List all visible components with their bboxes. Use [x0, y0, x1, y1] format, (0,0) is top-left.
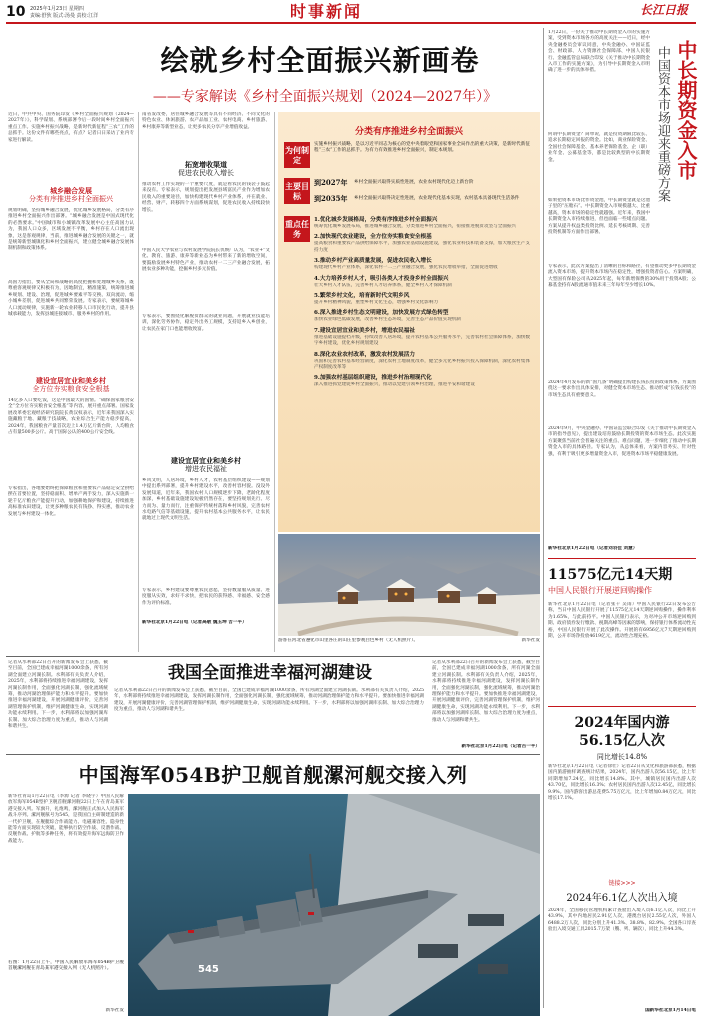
warship-photo	[128, 794, 540, 1016]
right-text-2: 何谓中长期资金？简单说，就是投资期限比较长、追求长期稳定回报的资金。比如，商业保险资金、全国社会保障基金、基本养老保险基金、企（职）业年金、公募基金等，都是比较典型的中长期资金。	[548, 132, 650, 163]
right-rule-2	[548, 706, 696, 707]
task-item-text: 巩固和完善农村基本经营制度，深化农村土地制度改革，健全多元化乡村振兴投入保障机制，深化农村集体产权制度改革等	[314, 358, 530, 371]
brief1-text: 新华社北京1月22日电（记者张千 吴雨）中国人民银行22日发布公告称，当日中国人民银行开展了11575亿元14天期逆回购操作，操作利率为1.65%，与此前持平。中国人民银行表示，为对冲公开市场逆回购到期、政府债券发行缴款、税期高峰等因素的影响，保持银行体系流动性充裕，中国人民银行开展了此次操作。开展的有6956亿元7天期逆回购到期，公开市场净投放4619亿元，流动性合理充裕。	[548, 602, 696, 640]
col2-text-4: 专家表示，要围绕化解脱贫群众的就业问题，开展就业技能培训，深化劳务协作，稳定外出务工规模，支持返乡入乡创业，让农民在家门口也能增收致富。	[142, 314, 270, 332]
task-item-text: 提高粮食和重要农产品供给保障水平，加强农业基础设施建设，强化农业科技和装备支撑，加大粮食生产支持力度	[314, 241, 530, 253]
navy-text: 新华社青岛1月22日电（李源 记者 李晓宇）中国人民解放军海军054B型护卫舰首舰漯河舰22日上午在青岛某军港交接入列。军旗升，礼炮鸣，漯河舰正式加入人民海军战斗序列。漯河舰舷号为545，是我国自主研制建造的新一代护卫舰，在舰艇综合作战能力、电磁兼容性、隐身性能等方面实现较大突破，能够执行防空作战、反潜作战、反舰作战、护航等多种任务，将有效提升海军远海防卫作战能力。	[8, 794, 124, 844]
task-item-text: 加快农业绿色低碳发展，改善乡村生态环境，完善生态产品价值实现机制	[314, 317, 462, 323]
task-item-title: 5.繁荣乡村文化，培育新时代文明乡风	[314, 293, 410, 300]
col-divider-3	[543, 28, 544, 1008]
right-text-4: 专家表示，此次方案提出了清晰的目标和路径，有望推动更多中长期资金流入资本市场，提升资本市场内在稳定性，增强投资者信心。方案明确，大型国有保险公司从2025年起，每年新增保费的30%用于投资A股；公募基金持有A股流通市值未来三年每年至少增长10%。	[548, 264, 696, 289]
navy-caption: 右图：1月22日上午，中国人民解放军海军054B护卫舰首舰漯河舰在青岛某军港交接入列（无人机照片）。	[8, 960, 124, 972]
col2-text-2: 推动农村工作实现的一个重要尺度，就是看农民的钱袋子鼓起来没有。专家表示，规划提出把发展县域富民产业作为增加农民收入的重要途径，加快构建现代乡村产业体系，并在就业、经营、财产、转移四个方面系统谋划，促进农民收入持续较快增长。	[142, 182, 270, 213]
right-text-1: 1月22日，一份关于推动中长期资金入市的实施方案，受到资本市场各方的高度关注——近日，经中央金融委员会审议同意，中央金融办、中国证监会、财政部、人力资源社会保障部、中国人民银行、金融监管总局联合印发《关于推动中长期资金入市工作的实施方案》，为引导中长期资金入市明确了进一步的具体举措。	[548, 30, 650, 74]
task-item	[314, 327, 534, 348]
goal-2027-text: 乡村全面振兴取得实质性进展，农业农村现代化迈上新台阶	[354, 179, 474, 185]
task-item-title: 6.深入推进乡村生态文明建设，加快发展方式绿色转型	[314, 310, 449, 317]
village-photo-credit: 新华社发	[521, 638, 540, 643]
brief2-byline: 国新华社北京1月14日电	[645, 1008, 696, 1013]
col1-subhead-2-line2: 全方位夯实粮食安全根基	[32, 385, 110, 393]
tag-tasks: 重点任务	[284, 216, 310, 242]
col1-text-3: 14亿多人口要吃饭，这是中国最大的国情。“确保国家粮食安全”全方位夯实粮食安全根基“等内容，展开重点部署。国家发展改革委宏观经济研究院院长黄汉权表示，近年来我国深入实施藏粮于地、藏粮于技战略，农业综合生产能力稳步提高，2024年，我国粮食产量首次迈上1.4万亿斤新台阶，人均粮食占有量500多公斤。高于国际公认的400公斤安全线。	[8, 398, 134, 436]
col1-subhead-1	[8, 186, 134, 204]
col2-text-3: 中国人民大学农业与农村发展学院院长仇焕广认为，“农业+”文化、教育、旅游、康养等新业态为乡村带来了新的增收空间，要鼓励发展乡村特色产业，推动农村一二三产业融合发展，拓展农业多种功能，挖掘乡村多元价值。	[142, 248, 270, 273]
river-byline: 新华社北京1月22日电（记者古一平）	[461, 744, 540, 749]
header-rule	[6, 22, 696, 24]
task-item-title: 9.加强农村基层组织建设，推进乡村治理现代化	[314, 375, 432, 382]
lead-intro: 近日，中共中央、国务院印发《乡村全面振兴规划（2024—2027年）》，科学谋划、系统部署今后一段时间乡村全面振兴重点工作。实施乡村振兴战略，是新时代新征程“三农”工作的总抓手。这份文件有哪些亮点，有点？记者日日采访了业内专家进行解读。	[8, 112, 134, 143]
task-item-text: 深入推进抓党建促乡村全面振兴，推动以党建引领乡村治理，推进平安和谐建设	[314, 382, 475, 388]
task-item	[314, 351, 534, 372]
col1-text-1: 规划明确，坚持城乡融合发展，优化城乡发展格局，分类有序推进乡村全面振兴作出部署。“城乡融合发展是中国式现代化的必然要求。”中国城市和小城镇改革发展中心主任高国力认为，我国人口众多，区域发展不平衡，乡村存在人口流出现象，这是客观规律，当前，推进城乡融合发展的关键之一，就是统筹新型城镇化和乡村全面振兴，建立健全城乡融合发展体制机制和政策体系。	[8, 208, 134, 252]
right-text-5: 2024年4月发布的新“国九条”明确提出构建长钱长投的政策体系，方案围绕这一要求作出具体安排，对健全资本市场生态、推动形成“长钱长投”的市场生态具有重要意义。	[548, 380, 696, 398]
snowy-village-icon	[278, 534, 540, 636]
task-item-title: 4.大力培养乡村人才，吸引各类人才投身乡村全面振兴	[314, 275, 449, 282]
col-divider-2	[274, 112, 275, 652]
navy-credit: 新华社发	[105, 1008, 124, 1013]
infobox	[278, 112, 540, 532]
col2-subhead-1-line1: 拓宽增收渠道	[185, 160, 227, 169]
task-item-title: 7.建设宜居宜业和美乡村，增进农民福祉	[314, 327, 415, 334]
task-item-title: 3.推动乡村产业高质量发展，促进农民收入增长	[314, 258, 432, 265]
tag-goals: 主要目标	[284, 178, 310, 204]
brief1-subhead: 中国人民银行开展逆回购操作	[548, 586, 652, 595]
task-item-text: 构建现代乡村产业体系，深化农村一二三产业融合发展，强化农民增收举措，全面促进增收	[314, 265, 498, 271]
col1-subhead-1-line2: 分类有序推进乡村全面振兴	[29, 195, 113, 203]
task-item	[314, 257, 534, 271]
col2-text-6: 专家表示，乡村建设要尊重农民意愿，坚持数量服从质量、进度服从实效，求好不求快，把农民的获得感、幸福感、安全感作为评价标准。	[142, 588, 270, 606]
task-item-title: 2.加快现代农业建设，全方位夯实粮食安全根基	[314, 234, 432, 241]
task-item-title: 8.深化农业农村改革，激发农村发展活力	[314, 351, 415, 358]
col2-subhead-2-line2: 增进农民福祉	[185, 465, 227, 473]
river-text-right: 记者从水利部22日召开的新闻发布会上获悉，截至目前，全国已建成幸福河湖1000余条，所有河湖全面建立河湖长制。水利部有关负责人介绍，2025年，水利部将持续推进幸福河湖建设，发挥河湖长制作用，全面强化河湖长制，强化流域统筹，推动河湖治理保护能力和水平提升。要加快推进幸福河湖建设，开展河湖健康评价，完善河湖管理保护机制，维护河湖健康生命，实现河湖功能永续利用。下一步，水利部将以加强河湖库长制、加大综合治理力度为重点，推动人与河湖和谐共生。	[432, 660, 540, 723]
task-item-text: 统筹优化城乡发展布局，推进城乡融合发展，分类推进乡村全面振兴，衔接推进脱贫攻坚与全面振兴	[314, 224, 517, 229]
village-photo-caption: 游客在河北省遵化市山里各庄的山庄里参观白色乡村（无人机照片）。	[278, 638, 419, 643]
header-editors: 责编:舒狄 版式:汤曼 责校:江洋	[30, 13, 99, 19]
right-text-3: 如果把资本市场比作资金池，中长期资金就是这池子里的“压舱石”。中长期资金入市规模越大、比重越高，资本市场的稳定性就越强。近年来，我国中长期资金入市持续推进，但也面临一些堵点问题。方案从提升权益类投资比例、延长考核周期、完善投资机制等方面作出部署。	[548, 198, 650, 236]
brief2-headline2: 56.15亿人次	[579, 733, 665, 749]
brief2-headline3: 2024年6.1亿人次出入境	[566, 893, 678, 904]
task-item	[314, 309, 534, 323]
page-number: 10	[6, 4, 26, 20]
task-item	[314, 233, 534, 254]
lead-byline: 新华社北京1月22日电（记者高敬 魏玉坤 吉一平）	[142, 620, 247, 625]
header-date: 2025年1月23日 星期四	[30, 6, 84, 12]
river-text-left: 记者从水利部22日召开的新闻发布会上获悉，截至目前，全国已建成幸福河湖1000余条，所有河湖全面建立河湖长制。水利部有关负责人介绍，2025年，水利部将持续推进幸福河湖建设，发挥河湖长制作用，全面强化河湖长制，强化流域统筹，推动河湖治理保护能力和水平提升。要加快推进幸福河湖建设，开展河湖健康评价，完善河湖管理保护机制，维护河湖健康生命，实现河湖功能永续利用。下一步，水利部将以加强河湖库长制、加大综合治理力度为重点，推动人与河湖和谐共生。	[8, 660, 108, 730]
warship-icon	[128, 794, 540, 1016]
right-headline: 中长期资金入市	[674, 40, 698, 180]
right-text-6: 2024年9月，中央金融办、中国证监会联合印发《关于推动中长期资金入市的指导意见》，提出建设培育鼓励长期投资的资本市场生态。此次实施方案聚焦当前社会普遍关注的重点、难点问题，进一步细化了推动中长期资金入市的具体路径。专家认为，从总体来看，方案内容务实、针对性强，有利于吸引更多增量资金入市，促进资本市场平稳健康发展。	[548, 426, 696, 457]
col2-text-1: 南省发改委，居住城乡融合发展等具有不同经济、不同文化的特色农业、休闲旅游、农产品加工业、农村电商、乡村旅游、乡村康养等新型业态，让更多农民分享产业增值收益。	[142, 112, 270, 130]
col1-text-4: 专家指出，各地要始终把保障粮食和重要农产品稳定安全供给摆在首要位置，坚持稳面积、增单产两手发力，深入实施新一轮千亿斤粮食产能提升行动，加强耕地保护和建设，持续推进高标准农田建设，让更多种粮农民有钱挣、得实惠，推动农业发展与乡村建设一体化。	[8, 486, 134, 517]
col1-subhead-1-line1: 城乡融合发展	[50, 186, 92, 195]
section-title: 时事新闻	[290, 2, 363, 21]
village-photo	[278, 534, 540, 636]
task-item-text: 提升乡村精神风貌，重塑乡村文化生态，增强乡村文化影响力	[314, 300, 439, 306]
task-item	[314, 374, 534, 388]
right-vertical-headline	[654, 40, 698, 260]
task-item	[314, 292, 534, 306]
col2-subhead-2-line1: 建设宜居宜业和美乡村	[171, 456, 241, 465]
task-item-text: 壮大乡村人才队伍，完善乡村人才培养体系，健全乡村人才保障机制	[314, 282, 452, 288]
goal-2035-year: 到2035年	[314, 194, 348, 203]
col2-text-5: 乡风文明，人居环境，乡村人才，农村基层组织建设——规划中提出系列部署，提升乡村建设水平，改善村容村貌。没设外发展知道，近年来，我国农村人口规模逐步下降，老龄化程度加深，乡村基础设施建设短板仍然存在，要坚持规划先行、尽力而为、量力而行，注重保护传统村落和乡村风貌，完善农村水电路气信等基础设施，提升农村基本公共服务水平，让农民就地过上现代文明生活。	[142, 478, 270, 522]
navy-headline: 中国海军054B护卫舰首舰漯河舰交接入列	[78, 763, 468, 787]
tag-why: 为何制定	[284, 142, 310, 168]
col2-subhead-1	[142, 160, 270, 178]
right-rule-1	[548, 558, 696, 559]
task-item	[314, 275, 534, 289]
goal-2027-year: 到2027年	[314, 178, 348, 187]
right-byline: 新华社北京1月22日电（记者刘羽佳 刘慧）	[548, 546, 638, 551]
col1-subhead-2	[8, 376, 134, 394]
col2-subhead-2	[142, 456, 270, 474]
river-text-mid: 记者从水利部22日召开的新闻发布会上获悉，截至目前，全国已建成幸福河湖1000余条，所有河湖全面建立河湖长制。水利部有关负责人介绍，2025年，水利部将持续推进幸福河湖建设，发挥河湖长制作用，全面强化河湖长制，强化流域统筹，推动河湖治理保护能力和水平提升。要加快推进幸福河湖建设，开展河湖健康评价，完善河湖管理保护机制，维护河湖健康生命，实现河湖功能永续利用。下一步，水利部将以加强河湖库长制、加大综合治理力度为重点，推动人与河湖和谐共生。	[114, 688, 424, 713]
task-item	[314, 216, 534, 230]
lead-subtitle: ——专家解读《乡村全面振兴规划（2024—2027年）》	[152, 89, 498, 105]
infobox-why-text: 实施乡村振兴战略，是以习近平同志为核心的党中央着眼党和国家事业全局作出的重大决策，是新时代新征程“三农”工作的总抓手。为有力有效推进乡村全面振兴，制定本规划。	[314, 142, 530, 154]
task-list	[314, 216, 534, 392]
brief1-headline: 11575亿元14天期	[548, 567, 673, 583]
brief2-headline1: 2024年国内游	[574, 715, 670, 731]
brief2-text2: 2024年，全国移民管理机构累计查验出入境人员6.1亿人次，同比上升43.9%，其中内地居民2.91亿人次，港澳台居民2.55亿人次，外国人6488.2万人次，同比分别上升41.3%、38.8%、82.9%。全国各口岸查验出入境交通工具2015.7万架（艘、列、辆次），同比上升44.3%。	[548, 908, 696, 933]
goal-2027	[314, 176, 534, 190]
infobox-title: 分类有序推进乡村全面振兴	[354, 127, 463, 137]
right-subhead: 中国资本市场迎来重磅方案	[655, 46, 670, 202]
task-item-text: 推进基础设施提档升级，持续改善人居环境，提升农村基本公共服务水平，完善农村社会保障体系，加快数字乡村建设，优化乡村规划建设	[314, 334, 530, 347]
task-item-title: 1.优化城乡发展格局，分类有序推进乡村全面振兴	[314, 217, 438, 223]
goal-2035-text: 乡村全面振兴取得决定性进展，农业现代化基本实现，农村基本具备现代生活条件	[354, 195, 520, 201]
lead-headline: 绘就乡村全面振兴新画卷	[160, 44, 480, 77]
brief2-link[interactable]: 链接>>>	[608, 880, 636, 887]
brief2-text: 新华社北京1月22日电（记者徐壮）记者22日从文化和旅游部获悉，根据国内旅游抽样调查统计结果，2024年，国内出游人次56.15亿，比上年同期增加7.24亿，同比增长14.8%。其中，城镇居民国内出游人次43.70亿，同比增长16.3%；农村居民国内出游人次12.45亿，同比增长9.9%。国内游客出游总花费5.75万亿元，比上年增加0.84万亿元，同比增长17.1%。	[548, 764, 696, 802]
river-rule-bottom	[6, 754, 540, 755]
river-rule-top	[6, 656, 540, 657]
col1-subhead-2-line1: 建设宜居宜业和美乡村	[36, 376, 106, 385]
col2-subhead-1-line2: 促进农民收入增长	[178, 169, 234, 177]
newspaper-name: 长江日报	[640, 3, 689, 17]
river-headline: 我国全面推进幸福河湖建设	[168, 663, 372, 683]
brief2-subhead: 同比增长14.8%	[596, 753, 648, 761]
goal-2035	[314, 192, 534, 206]
col1-text-2: 高国力指出，要从全局和战略的高度把握和处理城乡关系，既尊重客观规律又积极有为，因地制宜，精准施策，统筹推进城乡规划、建设、治理，促进城乡要素平等交换、双向流动，缩小城乡差别，促进城乡共同繁荣发展。专家表示，要统筹城乡人口流动规律，实施新一轮农业转移人口市民化行动，提升县城承载能力，发挥县城连接城市、服务乡村的作用。	[8, 280, 134, 318]
hull-number: 545	[198, 964, 219, 975]
col-divider-1	[138, 112, 139, 652]
